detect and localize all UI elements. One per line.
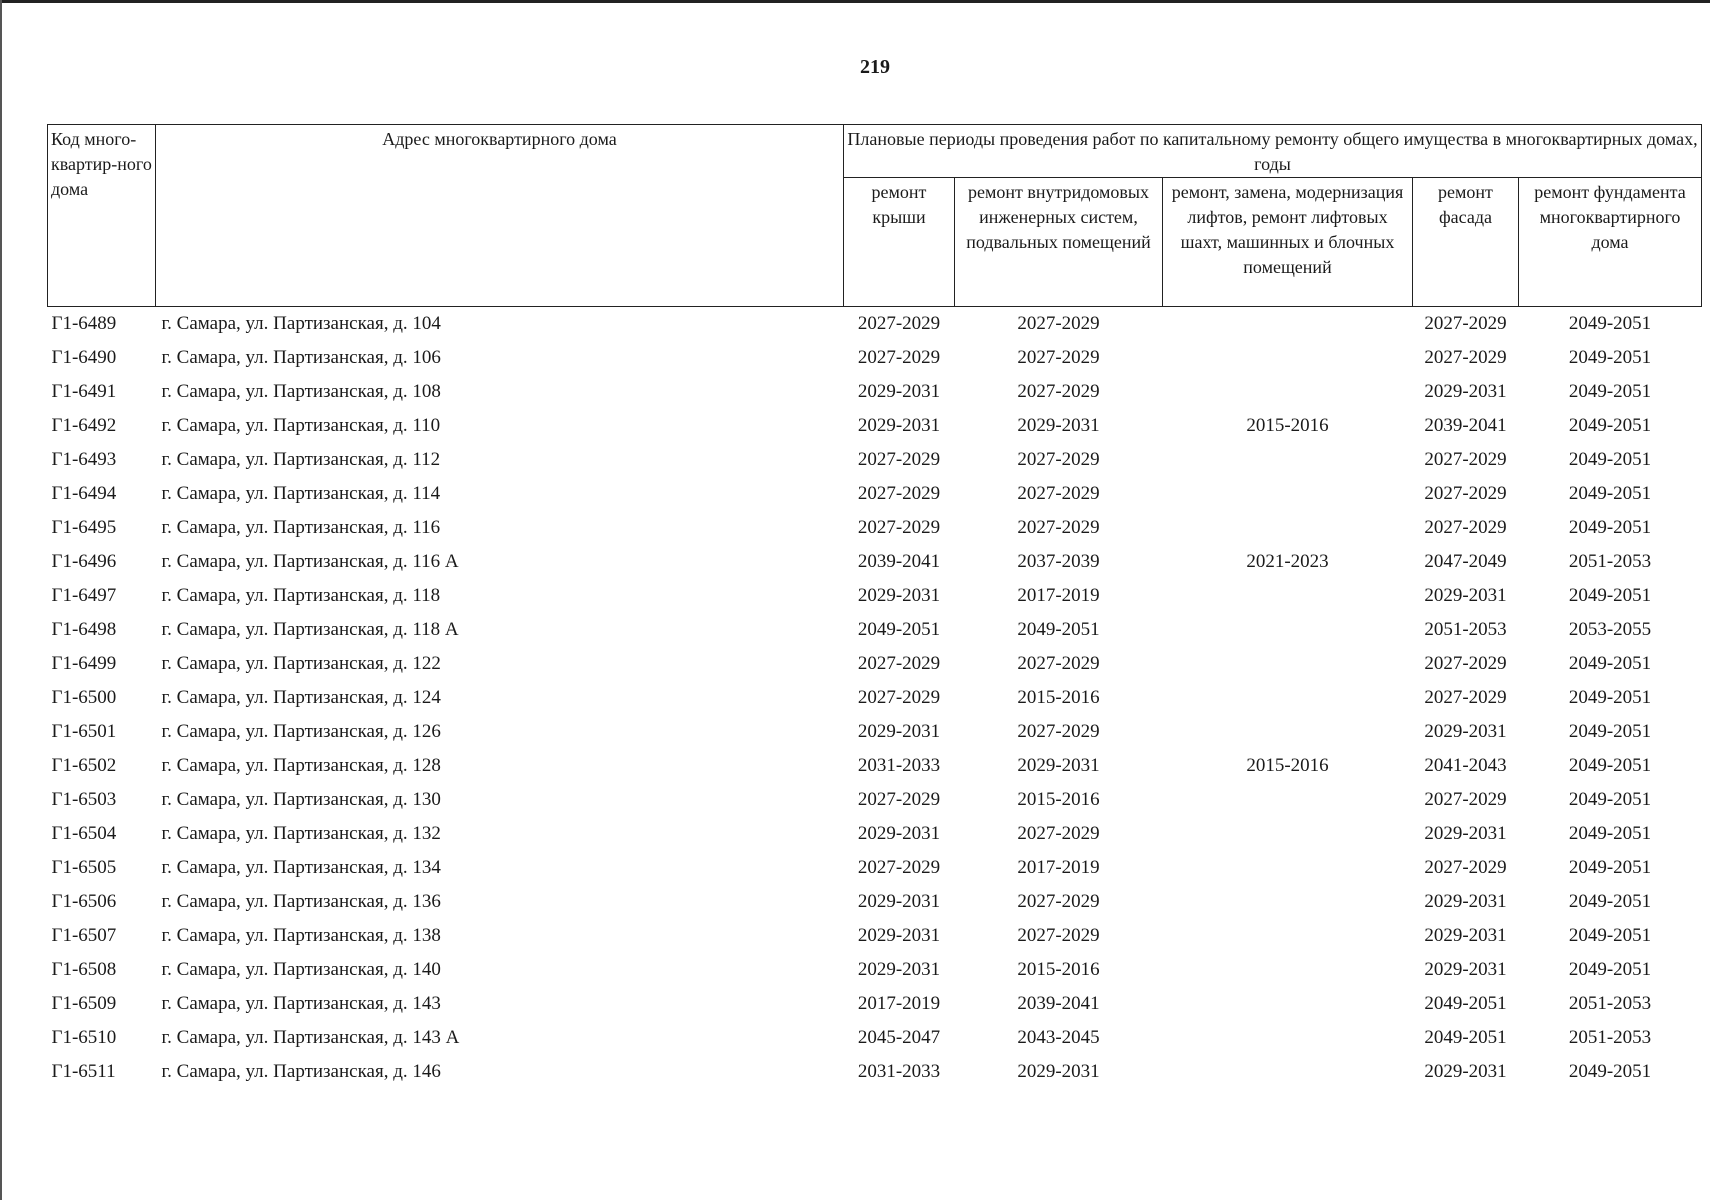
cell-facade: 2051-2053 bbox=[1424, 619, 1507, 640]
cell-address: г. Самара, ул. Партизанская, д. 116 А bbox=[161, 551, 459, 572]
cell-facade: 2027-2029 bbox=[1424, 449, 1507, 470]
table-row bbox=[48, 545, 1702, 579]
cell-lifts bbox=[1163, 647, 1413, 681]
cell-code: Г1-6508 bbox=[51, 959, 117, 980]
cell-facade: 2049-2051 bbox=[1424, 993, 1507, 1014]
cell-address: г. Самара, ул. Партизанская, д. 124 bbox=[161, 687, 441, 708]
cell-facade: 2027-2029 bbox=[1424, 517, 1507, 538]
table-row bbox=[48, 783, 1702, 817]
cell-facade: 2041-2043 bbox=[1424, 755, 1507, 776]
table-row bbox=[48, 851, 1702, 885]
cell-foundation: 2049-2051 bbox=[1568, 347, 1652, 368]
cell-roof: 2031-2033 bbox=[857, 755, 941, 776]
cell-facade: 2027-2029 bbox=[1424, 347, 1507, 368]
cell-engineering: 2027-2029 bbox=[1017, 925, 1100, 946]
cell-foundation: 2049-2051 bbox=[1568, 857, 1652, 878]
cell-address: г. Самара, ул. Партизанская, д. 118 А bbox=[161, 619, 459, 640]
cell-address: г. Самара, ул. Партизанская, д. 134 bbox=[161, 857, 441, 878]
header-roof: ремонт крыши bbox=[844, 178, 955, 307]
cell-address: г. Самара, ул. Партизанская, д. 136 bbox=[161, 891, 441, 912]
table-row bbox=[48, 1055, 1702, 1089]
cell-code: Г1-6490 bbox=[51, 347, 117, 368]
cell-facade: 2029-2031 bbox=[1424, 959, 1507, 980]
cell-lifts: 2015-2016 bbox=[1246, 755, 1329, 776]
cell-roof: 2027-2029 bbox=[857, 483, 941, 504]
cell-roof: 2029-2031 bbox=[857, 959, 941, 980]
cell-address: г. Самара, ул. Партизанская, д. 130 bbox=[161, 789, 441, 810]
cell-roof: 2027-2029 bbox=[857, 687, 941, 708]
cell-engineering: 2029-2031 bbox=[1017, 415, 1100, 436]
cell-address: г. Самара, ул. Партизанская, д. 104 bbox=[161, 313, 441, 334]
cell-address: г. Самара, ул. Партизанская, д. 143 bbox=[161, 993, 441, 1014]
cell-code: Г1-6494 bbox=[51, 483, 117, 504]
cell-foundation: 2051-2053 bbox=[1568, 993, 1652, 1014]
cell-roof: 2027-2029 bbox=[857, 347, 941, 368]
cell-lifts bbox=[1163, 681, 1413, 715]
cell-facade: 2027-2029 bbox=[1424, 789, 1507, 810]
cell-address: г. Самара, ул. Партизанская, д. 146 bbox=[161, 1061, 441, 1082]
cell-lifts bbox=[1163, 885, 1413, 919]
cell-facade: 2027-2029 bbox=[1424, 653, 1507, 674]
cell-lifts bbox=[1163, 511, 1413, 545]
cell-code: Г1-6501 bbox=[51, 721, 117, 742]
cell-engineering: 2027-2029 bbox=[1017, 517, 1100, 538]
header-address: Адрес многоквартирного дома bbox=[156, 125, 844, 307]
cell-engineering: 2027-2029 bbox=[1017, 381, 1100, 402]
cell-facade: 2029-2031 bbox=[1424, 925, 1507, 946]
cell-facade: 2029-2031 bbox=[1424, 1061, 1507, 1082]
cell-lifts bbox=[1163, 307, 1413, 342]
left-border-line bbox=[0, 0, 2, 1200]
table-row bbox=[48, 919, 1702, 953]
cell-roof: 2045-2047 bbox=[857, 1027, 941, 1048]
cell-engineering: 2017-2019 bbox=[1017, 857, 1100, 878]
cell-lifts bbox=[1163, 817, 1413, 851]
cell-engineering: 2029-2031 bbox=[1017, 1061, 1100, 1082]
cell-code: Г1-6511 bbox=[51, 1061, 116, 1082]
cell-facade: 2027-2029 bbox=[1424, 483, 1507, 504]
header-foundation: ремонт фундамента многоквартирного дома bbox=[1519, 178, 1702, 307]
table-row bbox=[48, 511, 1702, 545]
table-row bbox=[48, 715, 1702, 749]
cell-code: Г1-6503 bbox=[51, 789, 117, 810]
cell-engineering: 2027-2029 bbox=[1017, 483, 1100, 504]
cell-roof: 2017-2019 bbox=[857, 993, 941, 1014]
cell-code: Г1-6505 bbox=[51, 857, 117, 878]
table-row bbox=[48, 817, 1702, 851]
cell-engineering: 2027-2029 bbox=[1017, 891, 1100, 912]
cell-code: Г1-6499 bbox=[51, 653, 117, 674]
cell-lifts bbox=[1163, 1055, 1413, 1089]
table-row bbox=[48, 579, 1702, 613]
table-row bbox=[48, 1021, 1702, 1055]
cell-lifts bbox=[1163, 987, 1413, 1021]
cell-code: Г1-6497 bbox=[51, 585, 117, 606]
cell-engineering: 2015-2016 bbox=[1017, 789, 1100, 810]
table-row bbox=[48, 341, 1702, 375]
cell-lifts bbox=[1163, 953, 1413, 987]
cell-roof: 2029-2031 bbox=[857, 415, 941, 436]
cell-foundation: 2049-2051 bbox=[1568, 891, 1652, 912]
cell-address: г. Самара, ул. Партизанская, д. 108 bbox=[161, 381, 441, 402]
cell-engineering: 2029-2031 bbox=[1017, 755, 1100, 776]
cell-foundation: 2051-2053 bbox=[1568, 551, 1652, 572]
cell-code: Г1-6506 bbox=[51, 891, 117, 912]
cell-facade: 2029-2031 bbox=[1424, 381, 1507, 402]
cell-roof: 2029-2031 bbox=[857, 585, 941, 606]
cell-address: г. Самара, ул. Партизанская, д. 126 bbox=[161, 721, 441, 742]
cell-code: Г1-6510 bbox=[51, 1027, 117, 1048]
cell-roof: 2027-2029 bbox=[857, 313, 941, 334]
cell-engineering: 2049-2051 bbox=[1017, 619, 1100, 640]
cell-lifts bbox=[1163, 613, 1413, 647]
cell-lifts bbox=[1163, 341, 1413, 375]
table-row bbox=[48, 307, 1702, 342]
top-border-line bbox=[0, 0, 1710, 3]
cell-roof: 2027-2029 bbox=[857, 449, 941, 470]
cell-lifts bbox=[1163, 715, 1413, 749]
cell-lifts bbox=[1163, 919, 1413, 953]
cell-foundation: 2051-2053 bbox=[1568, 1027, 1652, 1048]
cell-facade: 2047-2049 bbox=[1424, 551, 1507, 572]
cell-foundation: 2049-2051 bbox=[1568, 483, 1652, 504]
table-body bbox=[48, 307, 1702, 1090]
cell-roof: 2029-2031 bbox=[857, 823, 941, 844]
cell-address: г. Самара, ул. Партизанская, д. 138 bbox=[161, 925, 441, 946]
table-row bbox=[48, 375, 1702, 409]
cell-roof: 2031-2033 bbox=[857, 1061, 941, 1082]
cell-code: Г1-6493 bbox=[51, 449, 117, 470]
cell-address: г. Самара, ул. Партизанская, д. 112 bbox=[161, 449, 441, 470]
table-row bbox=[48, 749, 1702, 783]
cell-engineering: 2027-2029 bbox=[1017, 347, 1100, 368]
cell-lifts: 2015-2016 bbox=[1246, 415, 1329, 436]
cell-engineering: 2037-2039 bbox=[1017, 551, 1100, 572]
cell-facade: 2039-2041 bbox=[1424, 415, 1507, 436]
cell-roof: 2029-2031 bbox=[857, 925, 941, 946]
cell-address: г. Самара, ул. Партизанская, д. 140 bbox=[161, 959, 441, 980]
cell-foundation: 2049-2051 bbox=[1568, 517, 1652, 538]
cell-address: г. Самара, ул. Партизанская, д. 116 bbox=[161, 517, 441, 538]
cell-engineering: 2015-2016 bbox=[1017, 687, 1100, 708]
cell-foundation: 2049-2051 bbox=[1568, 789, 1652, 810]
cell-code: Г1-6496 bbox=[51, 551, 117, 572]
cell-address: г. Самара, ул. Партизанская, д. 122 bbox=[161, 653, 441, 674]
cell-roof: 2029-2031 bbox=[857, 891, 941, 912]
cell-facade: 2029-2031 bbox=[1424, 721, 1507, 742]
cell-roof: 2039-2041 bbox=[857, 551, 941, 572]
cell-facade: 2029-2031 bbox=[1424, 823, 1507, 844]
table-header bbox=[48, 125, 1702, 307]
table-row bbox=[48, 443, 1702, 477]
cell-lifts bbox=[1163, 851, 1413, 885]
table-row bbox=[48, 681, 1702, 715]
cell-engineering: 2027-2029 bbox=[1017, 449, 1100, 470]
table-row bbox=[48, 987, 1702, 1021]
cell-engineering: 2017-2019 bbox=[1017, 585, 1100, 606]
cell-address: г. Самара, ул. Партизанская, д. 143 А bbox=[161, 1027, 460, 1048]
cell-facade: 2027-2029 bbox=[1424, 313, 1507, 334]
cell-roof: 2029-2031 bbox=[857, 721, 941, 742]
cell-code: Г1-6489 bbox=[51, 313, 117, 334]
header-lifts: ремонт, замена, модернизация лифтов, ремонт лифтовых шахт, машинных и блочных помещений bbox=[1163, 178, 1413, 307]
cell-lifts bbox=[1163, 375, 1413, 409]
cell-engineering: 2027-2029 bbox=[1017, 313, 1100, 334]
cell-roof: 2027-2029 bbox=[857, 857, 941, 878]
cell-lifts bbox=[1163, 443, 1413, 477]
cell-lifts: 2021-2023 bbox=[1246, 551, 1329, 572]
cell-foundation: 2049-2051 bbox=[1568, 381, 1652, 402]
repair-schedule-table bbox=[47, 124, 1702, 1089]
cell-code: Г1-6507 bbox=[51, 925, 117, 946]
cell-engineering: 2043-2045 bbox=[1017, 1027, 1100, 1048]
cell-facade: 2049-2051 bbox=[1424, 1027, 1507, 1048]
cell-lifts bbox=[1163, 477, 1413, 511]
cell-address: г. Самара, ул. Партизанская, д. 114 bbox=[161, 483, 441, 504]
cell-foundation: 2049-2051 bbox=[1568, 687, 1652, 708]
cell-roof: 2027-2029 bbox=[857, 789, 941, 810]
header-engineering: ремонт внутридомовых инженерных систем, подвальных помещений bbox=[955, 178, 1163, 307]
cell-address: г. Самара, ул. Партизанская, д. 106 bbox=[161, 347, 441, 368]
cell-facade: 2029-2031 bbox=[1424, 585, 1507, 606]
cell-roof: 2027-2029 bbox=[857, 653, 941, 674]
cell-foundation: 2049-2051 bbox=[1568, 925, 1652, 946]
cell-code: Г1-6492 bbox=[51, 415, 117, 436]
cell-foundation: 2049-2051 bbox=[1568, 653, 1652, 674]
cell-address: г. Самара, ул. Партизанская, д. 128 bbox=[161, 755, 441, 776]
cell-foundation: 2049-2051 bbox=[1568, 585, 1652, 606]
cell-engineering: 2015-2016 bbox=[1017, 959, 1100, 980]
table-row bbox=[48, 885, 1702, 919]
cell-engineering: 2027-2029 bbox=[1017, 823, 1100, 844]
cell-foundation: 2049-2051 bbox=[1568, 449, 1652, 470]
cell-code: Г1-6500 bbox=[51, 687, 117, 708]
page-number: 219 bbox=[860, 56, 890, 78]
cell-foundation: 2049-2051 bbox=[1568, 823, 1652, 844]
table-row bbox=[48, 409, 1702, 443]
cell-engineering: 2027-2029 bbox=[1017, 653, 1100, 674]
cell-code: Г1-6509 bbox=[51, 993, 117, 1014]
cell-address: г. Самара, ул. Партизанская, д. 132 bbox=[161, 823, 441, 844]
cell-lifts bbox=[1163, 783, 1413, 817]
cell-facade: 2027-2029 bbox=[1424, 857, 1507, 878]
cell-roof: 2049-2051 bbox=[857, 619, 941, 640]
cell-foundation: 2053-2055 bbox=[1568, 619, 1652, 640]
cell-foundation: 2049-2051 bbox=[1568, 959, 1652, 980]
cell-lifts bbox=[1163, 579, 1413, 613]
cell-facade: 2027-2029 bbox=[1424, 687, 1507, 708]
table-row bbox=[48, 647, 1702, 681]
table-row bbox=[48, 477, 1702, 511]
header-facade: ремонт фасада bbox=[1413, 178, 1519, 307]
cell-foundation: 2049-2051 bbox=[1568, 1061, 1652, 1082]
cell-roof: 2027-2029 bbox=[857, 517, 941, 538]
cell-address: г. Самара, ул. Партизанская, д. 118 bbox=[161, 585, 441, 606]
header-planned-periods: Плановые периоды проведения работ по капитальному ремонту общего имущества в многоквартирных домах, годы bbox=[844, 125, 1702, 178]
cell-engineering: 2027-2029 bbox=[1017, 721, 1100, 742]
cell-facade: 2029-2031 bbox=[1424, 891, 1507, 912]
table-row bbox=[48, 953, 1702, 987]
cell-foundation: 2049-2051 bbox=[1568, 721, 1652, 742]
table-row bbox=[48, 613, 1702, 647]
cell-foundation: 2049-2051 bbox=[1568, 313, 1652, 334]
cell-lifts bbox=[1163, 1021, 1413, 1055]
cell-code: Г1-6504 bbox=[51, 823, 117, 844]
cell-code: Г1-6498 bbox=[51, 619, 117, 640]
cell-code: Г1-6495 bbox=[51, 517, 117, 538]
cell-foundation: 2049-2051 bbox=[1568, 415, 1652, 436]
cell-foundation: 2049-2051 bbox=[1568, 755, 1652, 776]
cell-code: Г1-6491 bbox=[51, 381, 117, 402]
cell-roof: 2029-2031 bbox=[857, 381, 941, 402]
cell-address: г. Самара, ул. Партизанская, д. 110 bbox=[161, 415, 441, 436]
header-code: Код много-квартир-ного дома bbox=[48, 125, 156, 307]
cell-code: Г1-6502 bbox=[51, 755, 117, 776]
cell-engineering: 2039-2041 bbox=[1017, 993, 1100, 1014]
